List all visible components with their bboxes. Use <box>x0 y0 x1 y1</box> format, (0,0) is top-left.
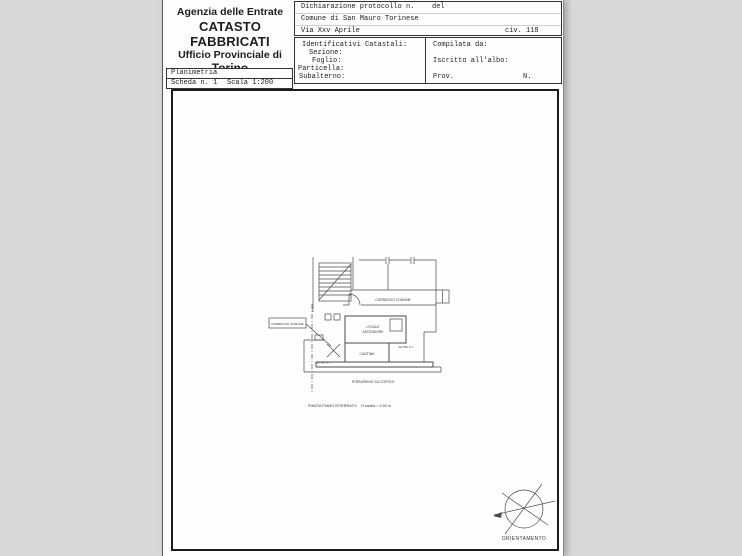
elevator-shaft <box>390 319 402 331</box>
subalterno-label: Subalterno: <box>299 73 346 81</box>
plan-upper-walls <box>359 257 436 264</box>
sezione-label: Sezione: <box>309 49 343 57</box>
agency-header <box>163 6 297 75</box>
staircase-treads <box>319 267 351 295</box>
particella-label: Particella: <box>298 65 345 73</box>
office-line: Ufficio Provinciale di <box>178 49 282 61</box>
door-jamb <box>325 314 331 320</box>
comune-label: Comune di San Mauro Torinese <box>301 15 419 23</box>
prov-label: Prov. <box>433 73 455 81</box>
foglio-label: Foglio: <box>312 57 342 65</box>
floor-plan-svg <box>173 91 557 549</box>
altra-right-label: ALTRA U.I. <box>398 345 414 349</box>
planimetria-title: Planimetria <box>171 69 218 77</box>
declaration-row-protocol <box>295 2 561 13</box>
bottom-wall-band <box>316 362 433 367</box>
door-jamb <box>334 314 340 320</box>
identifiers-title: Identificativi Catastali: <box>302 41 408 49</box>
identifiers-box <box>294 37 562 84</box>
street-label: Via Xxv Aprile <box>301 27 360 35</box>
floor-plan <box>269 257 449 408</box>
orientamento-label: ORIENTAMENTO <box>501 536 547 542</box>
planimetria-scheda-row <box>167 79 292 88</box>
locale-label-line2: ASCENSORE <box>362 330 384 334</box>
right-unit-walls <box>424 303 436 362</box>
catasto-title: CATASTO FABBRICATI <box>190 19 270 49</box>
corridoio-left-label: CORRIDOIO COMUNE <box>271 322 304 326</box>
declaration-row-comune <box>295 13 561 25</box>
declaration-row-street <box>295 25 561 37</box>
planimetria-box <box>166 68 293 89</box>
drawing-frame <box>171 89 559 551</box>
identifiers-right-column <box>426 38 561 83</box>
compilata-label: Compilata da: <box>433 41 488 49</box>
staircase-diagonal <box>319 264 351 300</box>
scheda-label: Scheda n. 1 <box>171 79 218 87</box>
plan-caption-height: H media = 2,90 m <box>361 404 392 408</box>
compass-lines <box>494 484 555 534</box>
plan-caption-title: PIANTA PIANO INTERRATO <box>308 404 357 408</box>
planimetria-title-row <box>167 69 292 79</box>
identifiers-left-column <box>295 38 426 83</box>
locale-label-line1: LOCALE <box>366 325 380 329</box>
n-label: N. <box>523 73 532 81</box>
civic-number: civ. 118 <box>505 27 539 35</box>
compass-circle <box>505 490 543 528</box>
corridoio-top-label: CORRIDOIO COMUNE <box>375 298 411 302</box>
cadastral-document-page <box>162 0 564 556</box>
agency-name: Agenzia delle Entrate <box>176 6 284 18</box>
terrapieno-label: TERRAPIENO SU CORTILE <box>351 380 395 384</box>
del-label: del <box>432 3 445 11</box>
plan-wall <box>388 260 436 290</box>
scala-label: Scala 1:200 <box>227 79 274 87</box>
cantina-label: CANTINA <box>359 352 375 356</box>
bottom-boundary <box>304 367 441 372</box>
altra-left-label: ALTRA U.I. <box>315 360 331 365</box>
compass <box>493 484 555 542</box>
declaration-box <box>294 1 562 36</box>
protocol-label: Dichiarazione protocollo n. <box>301 3 415 11</box>
door-cross <box>327 344 340 357</box>
door-swing <box>349 294 360 305</box>
iscritto-label: Iscritto all'albo: <box>433 57 509 65</box>
